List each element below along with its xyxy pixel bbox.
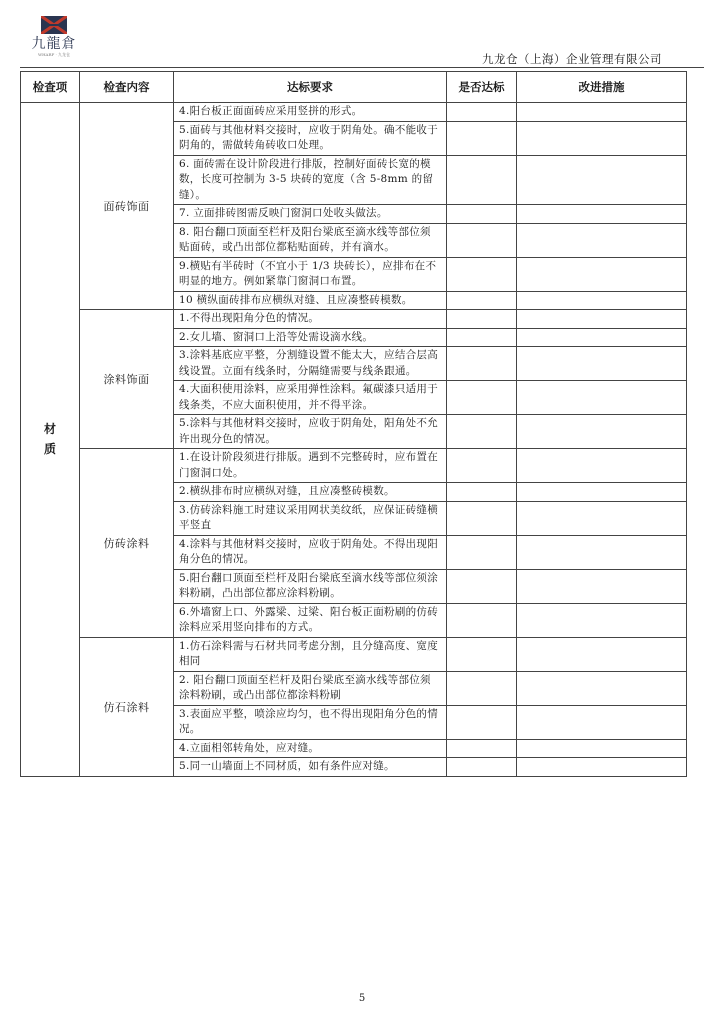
requirement-cell: 5.阳台翻口顶面至栏杆及阳台梁底至滴水线等部位须涂料粉刷，凸出部位都应涂料粉刷。 (174, 569, 447, 603)
compliance-cell[interactable] (447, 535, 517, 569)
table-header-row (21, 72, 687, 103)
requirement-cell: 7. 立面排砖图需反映门窗洞口处收头做法。 (174, 205, 447, 224)
compliance-cell[interactable] (447, 501, 517, 535)
header-rule (20, 67, 704, 68)
compliance-cell[interactable] (447, 705, 517, 739)
compliance-cell[interactable] (447, 310, 517, 329)
requirement-cell: 9.横贴有半砖时（不宜小于 1/3 块砖长），应排布在不明显的地方。例如紧靠门窗洞口布置。 (174, 257, 447, 291)
table-row (21, 637, 687, 671)
compliance-cell[interactable] (447, 603, 517, 637)
company-name: 九龙仓（上海）企业管理有限公司 (482, 52, 662, 66)
requirement-cell: 6. 面砖需在设计阶段进行排版，控制好面砖长宽的模数，长度可控制为 3-5 块砖的宽度（含 5-8mm 的留缝）。 (174, 155, 447, 205)
improvement-cell[interactable] (517, 535, 687, 569)
requirement-cell: 1.仿石涂料需与石材共同考虑分割，且分缝高度、宽度相同 (174, 637, 447, 671)
compliance-cell[interactable] (447, 328, 517, 347)
improvement-cell[interactable] (517, 603, 687, 637)
header-inspection-item: 检查项 (21, 72, 80, 103)
improvement-cell[interactable] (517, 103, 687, 122)
requirement-cell: 5.同一山墙面上不同材质，如有条件应对缝。 (174, 758, 447, 777)
improvement-cell[interactable] (517, 381, 687, 415)
inspection-content-cell: 仿石涂料 (80, 637, 174, 776)
improvement-cell[interactable] (517, 291, 687, 310)
compliance-cell[interactable] (447, 291, 517, 310)
requirement-cell: 8. 阳台翻口顶面至栏杆及阳台梁底至滴水线等部位须贴面砖，或凸出部位都粘贴面砖，并有滴水。 (174, 223, 447, 257)
inspection-content-cell: 涂料饰面 (80, 310, 174, 449)
requirement-cell: 4.涂料与其他材料交接时，应收于阴角处。不得出现阳角分色的情况。 (174, 535, 447, 569)
compliance-cell[interactable] (447, 155, 517, 205)
company-logo (22, 16, 86, 58)
compliance-cell[interactable] (447, 739, 517, 758)
header-standard-requirement: 达标要求 (174, 72, 447, 103)
requirement-cell: 2.女儿墙、窗洞口上沿等处需设滴水线。 (174, 328, 447, 347)
requirement-cell: 3.表面应平整，喷涂应均匀，也不得出现阳角分色的情况。 (174, 705, 447, 739)
page-number: 5 (358, 993, 366, 1004)
compliance-cell[interactable] (447, 671, 517, 705)
requirement-cell: 4.立面相邻转角处，应对缝。 (174, 739, 447, 758)
requirement-cell: 1.在设计阶段须进行排版。遇到不完整砖时，应布置在门窗洞口处。 (174, 449, 447, 483)
compliance-cell[interactable] (447, 637, 517, 671)
requirement-cell: 10 横纵面砖排布应横纵对缝、且应凑整砖模数。 (174, 291, 447, 310)
compliance-cell[interactable] (447, 121, 517, 155)
table-row (21, 103, 687, 122)
logo-emblem-icon (41, 16, 67, 34)
improvement-cell[interactable] (517, 121, 687, 155)
logo-brand-text: 九龍倉 (31, 36, 77, 52)
logo-tagline: WHARF · 九龙仓 (37, 52, 71, 57)
header-compliance: 是否达标 (447, 72, 517, 103)
compliance-cell[interactable] (447, 257, 517, 291)
improvement-cell[interactable] (517, 310, 687, 329)
improvement-cell[interactable] (517, 257, 687, 291)
compliance-cell[interactable] (447, 103, 517, 122)
requirement-cell: 6.外墙窗上口、外露梁、过梁、阳台板正面粉刷的仿砖涂料应采用竖向排布的方式。 (174, 603, 447, 637)
improvement-cell[interactable] (517, 637, 687, 671)
requirement-cell: 4.大面积使用涂料，应采用弹性涂料。氟碳漆只适用于线条类，不应大面积使用，并不得平涂。 (174, 381, 447, 415)
compliance-cell[interactable] (447, 449, 517, 483)
table-row (21, 310, 687, 329)
inspection-content-cell: 仿砖涂料 (80, 449, 174, 638)
compliance-cell[interactable] (447, 223, 517, 257)
improvement-cell[interactable] (517, 205, 687, 224)
compliance-cell[interactable] (447, 205, 517, 224)
inspection-table (20, 71, 687, 777)
improvement-cell[interactable] (517, 449, 687, 483)
header-inspection-content: 检查内容 (80, 72, 174, 103)
improvement-cell[interactable] (517, 739, 687, 758)
compliance-cell[interactable] (447, 415, 517, 449)
inspection-content-cell: 面砖饰面 (80, 103, 174, 310)
improvement-cell[interactable] (517, 569, 687, 603)
header-improvement: 改进措施 (517, 72, 687, 103)
compliance-cell[interactable] (447, 569, 517, 603)
improvement-cell[interactable] (517, 705, 687, 739)
category-cell: 材 质 (21, 103, 80, 777)
compliance-cell[interactable] (447, 758, 517, 777)
improvement-cell[interactable] (517, 415, 687, 449)
requirement-cell: 3.涂料基底应平整，分割缝设置不能太大，应结合层高线设置。立面有线条时，分隔缝需要与线条跟通。 (174, 347, 447, 381)
requirement-cell: 1.不得出现阳角分色的情况。 (174, 310, 447, 329)
improvement-cell[interactable] (517, 328, 687, 347)
improvement-cell[interactable] (517, 671, 687, 705)
compliance-cell[interactable] (447, 483, 517, 502)
requirement-cell: 2.横纵排布时应横纵对缝，且应凑整砖模数。 (174, 483, 447, 502)
table-row (21, 449, 687, 483)
requirement-cell: 5.面砖与其他材料交接时，应收于阴角处。确不能收于阴角的，需做转角砖收口处理。 (174, 121, 447, 155)
requirement-cell: 4.阳台板正面面砖应采用竖拼的形式。 (174, 103, 447, 122)
requirement-cell: 5.涂料与其他材料交接时，应收于阴角处，阳角处不允许出现分色的情况。 (174, 415, 447, 449)
improvement-cell[interactable] (517, 223, 687, 257)
improvement-cell[interactable] (517, 483, 687, 502)
requirement-cell: 2. 阳台翻口顶面至栏杆及阳台梁底至滴水线等部位须涂料粉刷，或凸出部位都涂料粉刷 (174, 671, 447, 705)
requirement-cell: 3.仿砖涂料施工时建议采用网状美纹纸，应保证砖缝横平竖直 (174, 501, 447, 535)
improvement-cell[interactable] (517, 155, 687, 205)
improvement-cell[interactable] (517, 758, 687, 777)
improvement-cell[interactable] (517, 347, 687, 381)
compliance-cell[interactable] (447, 381, 517, 415)
improvement-cell[interactable] (517, 501, 687, 535)
compliance-cell[interactable] (447, 347, 517, 381)
